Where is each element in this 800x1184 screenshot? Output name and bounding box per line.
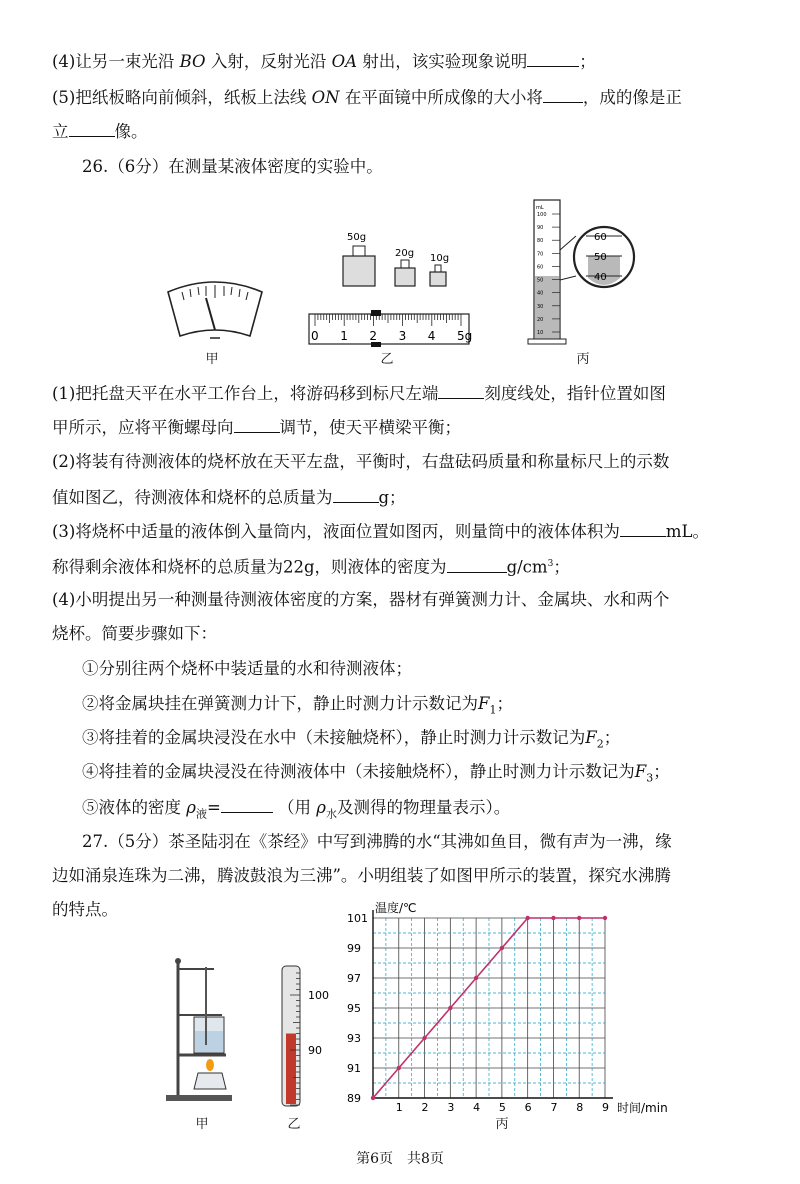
thermometer-mercury [286, 1034, 296, 1105]
y-tick-label: 93 [347, 1032, 361, 1045]
fig-caption-bing: 丙 [495, 1117, 509, 1132]
x-tick-label: 7 [550, 1101, 558, 1114]
x-tick-label: 1 [395, 1101, 403, 1114]
ruler-tick-label: 2 [369, 329, 378, 343]
q26-step3: ③将挂着的金属块浸没在水中（未接触烧杯），静止时测力计示数记为$F_2$； [82, 728, 621, 751]
answer-blank[interactable] [438, 380, 484, 399]
answer-blank[interactable] [447, 554, 507, 573]
q26-graduated-cylinder-figure [526, 196, 638, 346]
y-tick-label: 95 [347, 1002, 361, 1015]
data-point [577, 916, 581, 920]
q26-step5: ⑤液体的密度 $\rho_液=$ （用 $\rho_水$及测得的物理量表示）。 [82, 794, 510, 826]
x-axis-label: 时间/min [617, 1101, 668, 1115]
q26-item2-cont: 值如图乙，待测液体和烧杯的总质量为 g； [52, 484, 406, 510]
answer-blank[interactable] [527, 48, 579, 67]
data-point [603, 916, 607, 920]
answer-blank[interactable] [543, 84, 583, 103]
fig-caption-yi: 乙 [380, 352, 394, 367]
data-point [500, 946, 504, 950]
thermo-label: 100 [308, 989, 329, 1002]
cylinder-tick-label: 10 [537, 330, 544, 336]
cylinder-tick-label: 80 [537, 238, 544, 245]
data-point [397, 1066, 401, 1070]
y-tick-label: 89 [347, 1092, 361, 1105]
q27-line1: 27.（5分）茶圣陆羽在《茶经》中写到沸腾的水“其沸如鱼目，微有声为一沸，缘 [82, 832, 672, 851]
cylinder-tick-label: 60 [537, 264, 544, 271]
thermo-label: 90 [308, 1044, 322, 1057]
zoom-tick-label: 60 [594, 232, 607, 243]
cylinder-tick-label: 50 [537, 277, 544, 284]
answer-blank[interactable] [234, 414, 280, 433]
data-point [525, 916, 529, 920]
y-axis-label: 温度/℃ [375, 901, 417, 915]
zoom-tick-label: 50 [594, 252, 607, 263]
x-tick-label: 9 [602, 1101, 609, 1114]
cylinder-tick-label: 70 [537, 251, 544, 258]
data-point [422, 1036, 426, 1040]
x-tick-label: 8 [576, 1101, 584, 1114]
q26-step2: ②将金属块挂在弹簧测力计下，静止时测力计示数记为$F_1$； [82, 694, 513, 717]
x-tick-label: 3 [447, 1101, 455, 1114]
weight-label: 20g [395, 248, 415, 259]
x-tick-label: 5 [498, 1101, 506, 1114]
q27-line3: 的特点。 [52, 900, 118, 919]
fig-caption-yi: 乙 [287, 1117, 301, 1132]
answer-blank[interactable] [69, 118, 115, 137]
cylinder-tick-label: 40 [537, 290, 544, 297]
q26-heading: 26.（6分）在测量某液体密度的实验中。 [82, 157, 383, 176]
answer-blank[interactable] [221, 794, 273, 813]
page-footer: 第6页 共8页 [356, 1151, 444, 1167]
cylinder-tick-label: 100 [537, 212, 547, 218]
weight-label: 10g [430, 253, 450, 264]
ruler-tick-label: 5g [457, 329, 473, 343]
data-point [448, 1006, 452, 1010]
q26-step1: ①分别往两个烧杯中装适量的水和待测液体； [82, 659, 412, 678]
fig-caption-jia: 甲 [205, 352, 219, 367]
zoom-tick-label: 40 [594, 272, 607, 283]
q27-temperature-time-chart [345, 898, 680, 1120]
q26-item3: (3)将烧杯中适量的液体倒入量筒内，液面位置如图丙，则量筒中的液体体积为 mL。 [52, 518, 709, 544]
q27-boiling-apparatus-figure [160, 955, 236, 1105]
ruler-tick-label: 3 [398, 329, 407, 343]
cylinder-tick-label: 20 [537, 316, 544, 323]
q26-item4: (4)小明提出另一种测量待测液体密度的方案，器材有弹簧测力计、金属块、水和两个 [52, 590, 670, 609]
q26-step4: ④将挂着的金属块浸没在待测液体中（未接触烧杯），静止时测力计示数记为$F_3$； [82, 762, 670, 785]
q25-item5-cont: 立 像。 [52, 118, 148, 144]
answer-blank[interactable] [620, 518, 666, 537]
data-point [551, 916, 555, 920]
q27-thermometer-figure [272, 962, 336, 1112]
q27-line2: 边如涌泉连珠为二沸，腾波鼓浪为三沸”。小明组装了如图甲所示的装置，探究水沸腾 [52, 866, 671, 885]
y-tick-label: 91 [347, 1062, 361, 1075]
data-point [474, 976, 478, 980]
x-tick-label: 2 [421, 1101, 429, 1114]
ruler-tick-label: 4 [427, 329, 436, 343]
fig-caption-jia: 甲 [195, 1117, 209, 1132]
data-point [371, 1096, 375, 1100]
weight-label: 50g [347, 232, 367, 243]
ruler-tick-label: 0 [311, 329, 319, 343]
x-tick-label: 4 [473, 1101, 481, 1114]
q26-item2: (2)将装有待测液体的烧杯放在天平左盘，平衡时，右盘砝码质量和称量标尺上的示数 [52, 452, 670, 471]
fig-caption-bing: 丙 [576, 352, 590, 367]
q26-weights-and-rider-figure [305, 228, 475, 348]
answer-blank[interactable] [333, 484, 379, 503]
q26-item1: (1)把托盘天平在水平工作台上，将游码移到标尺左端 刻度线处，指针位置如图 [52, 380, 666, 406]
q26-item1-cont: 甲所示，应将平衡螺母向 调节，使天平横梁平衡； [52, 414, 461, 440]
y-tick-label: 99 [347, 942, 361, 955]
cylinder-tick-label: 30 [537, 303, 544, 310]
q26-item4-cont: 烧杯。简要步骤如下： [52, 624, 217, 643]
cylinder-tick-label: 90 [537, 225, 544, 232]
q26-balance-pointer-figure [160, 278, 270, 350]
q25-item4: (4)让另一束光沿 BO 入射，反射光沿 OA 射出，该实验现象说明 ； [52, 48, 596, 74]
y-tick-label: 101 [347, 912, 368, 925]
q26-item3-cont: 称得剩余液体和烧杯的总质量为22g，则液体的密度为 $g/cm^3$； [52, 552, 570, 580]
ruler-tick-label: 1 [340, 329, 348, 343]
y-tick-label: 97 [347, 972, 361, 985]
cylinder-unit: mL [536, 205, 544, 211]
q25-item5: (5)把纸板略向前倾斜，纸板上法线 ON 在平面镜中所成像的大小将 ，成的像是正 [52, 84, 682, 110]
x-tick-label: 6 [524, 1101, 532, 1114]
